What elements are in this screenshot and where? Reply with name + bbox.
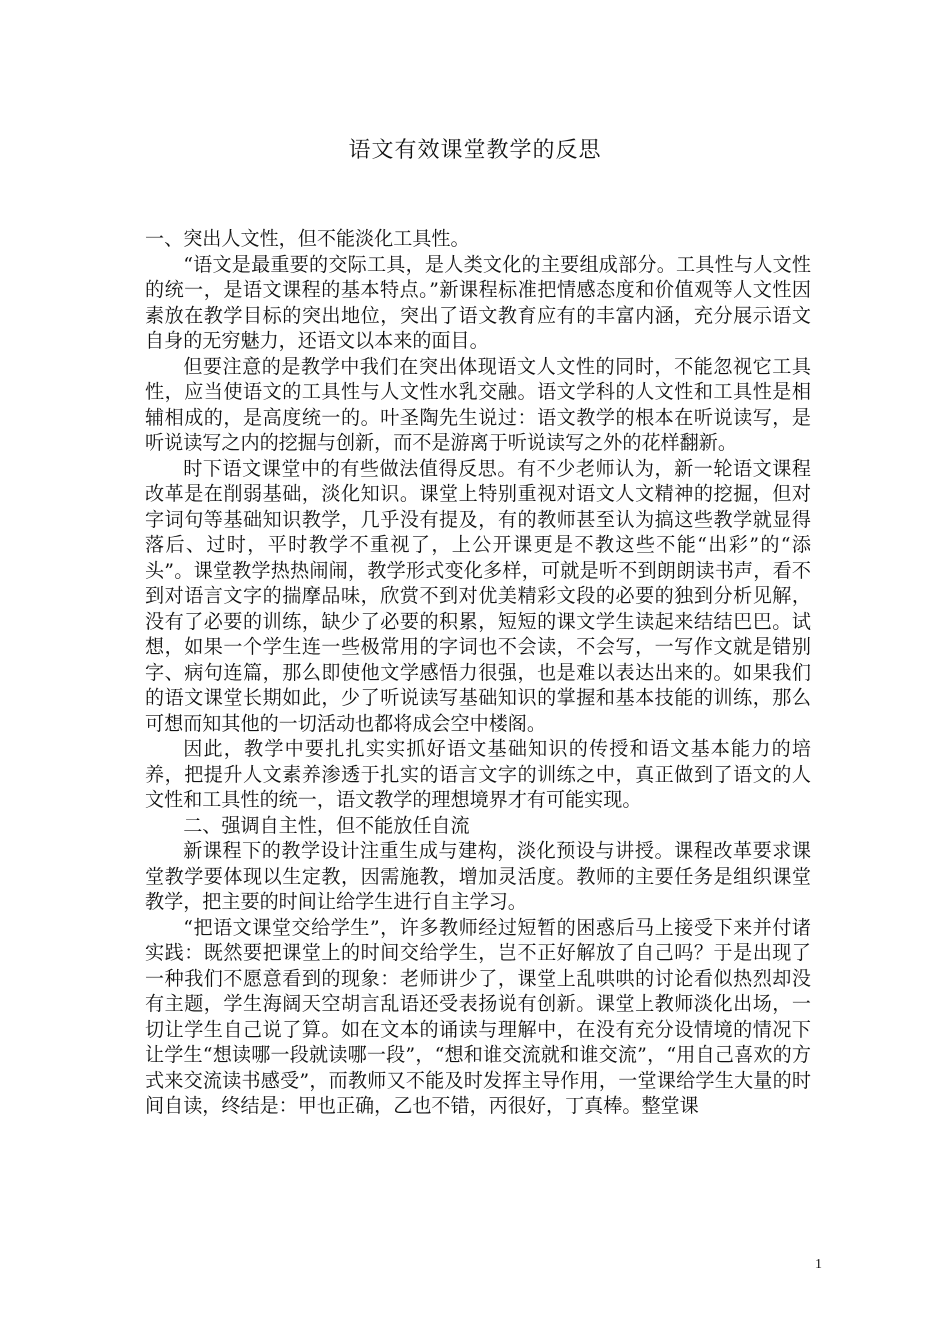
document-body <box>145 226 811 1119</box>
body-paragraph: 因此，教学中要扎扎实实抓好语文基础知识的传授和语文基本能力的培养，把提升人文素养渗透于扎实的语言文字的训练之中，真正做到了语文的人文性和工具性的统一，语文教学的理想境界才有可能实现。 <box>145 737 811 811</box>
section-heading-1: 一、突出人文性，但不能淡化工具性。 <box>145 227 470 250</box>
body-paragraph: 时下语文课堂中的有些做法值得反思。有不少老师认为，新一轮语文课程改革是在削弱基础，淡化知识。课堂上特别重视对语文人文精神的挖掘，但对字词句等基础知识教学，几乎没有提及，有的教师甚至认为搞这些教学就显得落后、过时，平时教学不重视了，上公开课更是不教这些不能“出彩”的“添头”。课堂教学热热闹闹，教学形式变化多样，可就是听不到朗朗读书声，看不到对语言文字的揣摩品味，欣赏不到对优美精彩文段的必要的独到分析见解，没有了必要的训练，缺少了必要的积累，短短的课文学生读起来结结巴巴。试想，如果一个学生连一些极常用的字词也不会读，不会写，一写作文就是错别字、病句连篇，那么即使他文学感悟力很强，也是难以表达出来的。如果我们的语文课堂长期如此，少了听说读写基础知识的掌握和基本技能的训练，那么可想而知其他的一切活动也都将成会空中楼阁。 <box>145 456 811 735</box>
page-number: 1 <box>815 1257 822 1272</box>
body-paragraph: “语文是最重要的交际工具，是人类文化的主要组成部分。工具性与人文性的统一，是语文课程的基本特点。”新课程标准把情感态度和价值观等人文性因素放在教学目标的突出地位，突出了语文教育应有的丰富内涵，充分展示语文自身的无穷魅力，还语文以本来的面目。 <box>145 252 811 352</box>
body-paragraph: 新课程下的教学设计注重生成与建构，淡化预设与讲授。课程改革要求课堂教学要体现以生定教，因需施教，增加灵活度。教师的主要任务是组织课堂教学，把主要的时间让给学生进行自主学习。 <box>145 839 811 913</box>
page-title: 语文有效课堂教学的反思 <box>348 138 602 163</box>
section-heading-2: 二、强调自主性，但不能放任自流 <box>183 813 470 837</box>
body-paragraph: 但要注意的是教学中我们在突出体现语文人文性的同时，不能忽视它工具性，应当使语文的工具性与人文性水乳交融。语文学科的人文性和工具性是相辅相成的，是高度统一的。叶圣陶先生说过：语文教学的根本在听说读写，是听说读写之内的挖掘与创新，而不是游离于听说读写之外的花样翻新。 <box>145 354 811 454</box>
body-paragraph: “把语文课堂交给学生”，许多教师经过短暂的困惑后马上接受下来并付诸实践：既然要把课堂上的时间交给学生，岂不正好解放了自己吗？于是出现了一种我们不愿意看到的现象：老师讲少了，课堂上乱哄哄的讨论看似热烈却没有主题，学生海阔天空胡言乱语还受表扬说有创新。课堂上教师淡化出场，一切让学生自己说了算。如在文本的诵读与理解中，在没有充分设情境的情况下让学生“想读哪一段就读哪一段”，“想和谁交流就和谁交流”，“用自己喜欢的方式来交流读书感受”，而教师又不能及时发挥主导作用，一堂课给学生大量的时间自读，终结是：甲也正确，乙也不错，丙很好，丁真棒。整堂课 <box>145 915 811 1117</box>
